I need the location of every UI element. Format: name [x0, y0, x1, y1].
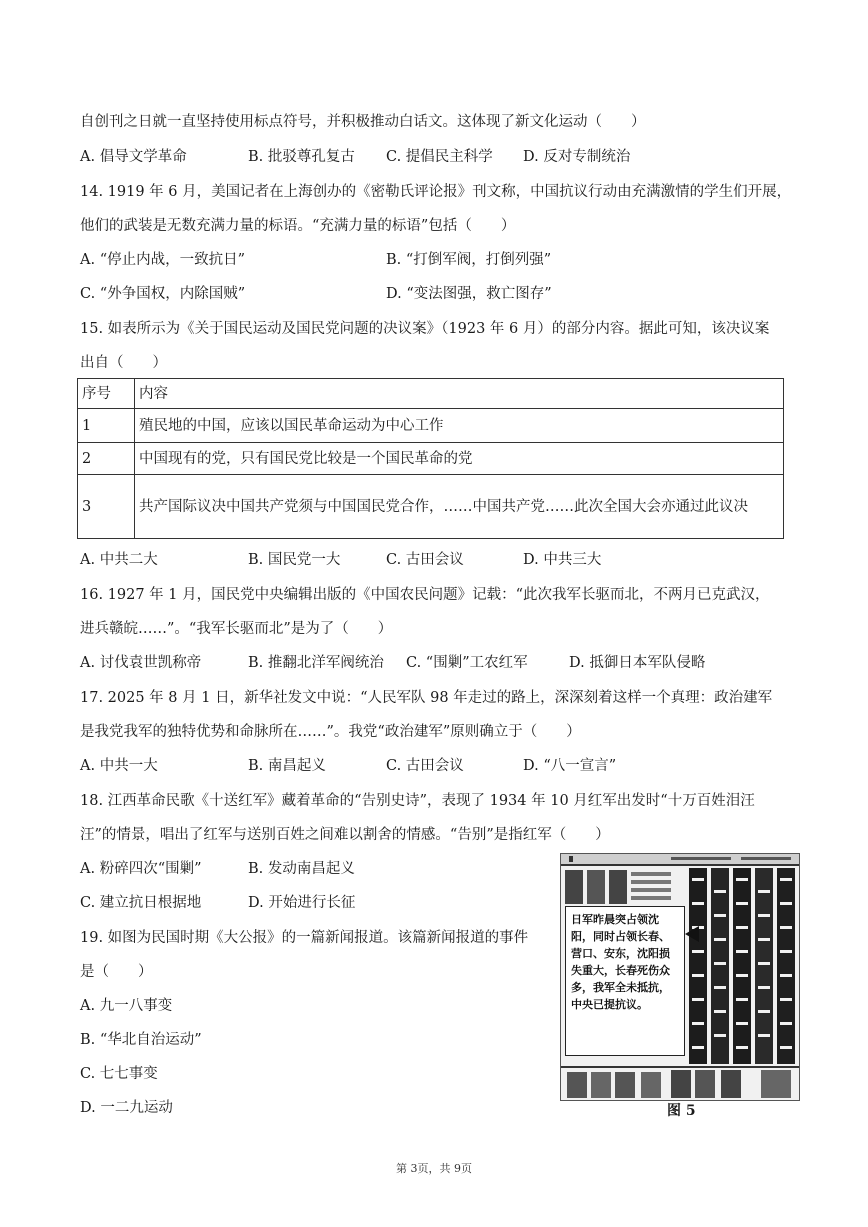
question-17-line2: 是我党我军的独特优势和命脉所在……”。我党“政治建军”原则确立于（ ）: [80, 724, 581, 740]
table-row: [78, 475, 784, 539]
option-b: B. 国民党一大: [248, 552, 341, 568]
question-18-line1: 18. 江西革命民歌《十送红军》藏着革命的“告别史诗”，表现了 1934 年 10 月红军出发时“十万百姓泪汪: [80, 793, 755, 809]
option-c: C. 古田会议: [386, 758, 464, 774]
option-a: A. 粉碎四次“围剿”: [80, 861, 202, 877]
row-content: 共产国际议决中国共产党须与中国国民党合作，……中国共产党……此次全国大会亦通过此议决: [135, 475, 784, 539]
page-footer: 第 3页，共 9页: [396, 1162, 472, 1175]
question-16-line2: 进兵赣皖……”。“我军长驱而北”是为了（ ）: [80, 621, 393, 637]
question-14-line2: 他们的武装是无数充满力量的标语。“充满力量的标语”包括（ ）: [80, 218, 516, 234]
row-number: 1: [78, 409, 135, 443]
option-c: C. 提倡民主科学: [386, 149, 493, 165]
option-b: B. 批驳尊孔复古: [248, 149, 355, 165]
option-b: B. 发动南昌起义: [248, 861, 355, 877]
row-content: 中国现有的党，只有国民党比较是一个国民革命的党: [135, 443, 784, 475]
row-number: 3: [78, 475, 135, 539]
option-a: A. 倡导文学革命: [80, 149, 187, 165]
option-b: B. 南昌起义: [248, 758, 326, 774]
option-d: D. “八一宣言”: [523, 758, 617, 774]
row-content: 殖民地的中国，应该以国民革命运动为中心工作: [135, 409, 784, 443]
option-a: A. “停止内战，一致抗日”: [80, 252, 246, 268]
question-14-line1: 14. 1919 年 6 月，美国记者在上海创办的《密勒氏评论报》刊文称，中国抗议行动由充满激情的学生们开展，: [80, 184, 792, 200]
option-d: D. 开始进行长征: [248, 895, 356, 911]
question-15-table: [77, 378, 784, 539]
newspaper-clipping-image: [560, 853, 800, 1101]
question-15-options: [80, 550, 800, 570]
option-c: C. 古田会议: [386, 552, 464, 568]
option-b: B. “华北自治运动”: [80, 1032, 202, 1048]
question-14-options-row2: [80, 284, 800, 304]
question-12-options: [80, 147, 800, 167]
question-12-text: 自创刊之日就一直坚持使用标点符号，并积极推动白话文。这体现了新文化运动（ ）: [80, 114, 646, 130]
option-d: D. “变法图强，救亡图存”: [386, 286, 552, 302]
question-15-line2: 出自（ ）: [80, 355, 167, 371]
option-b: B. 推翻北洋军阀统治: [248, 655, 384, 671]
option-a: A. 中共一大: [80, 758, 158, 774]
table-header-number: 序号: [78, 379, 135, 409]
option-c: C. 建立抗日根据地: [80, 895, 202, 911]
option-a: A. 九一八事变: [80, 998, 173, 1014]
question-18-line2: 汪”的情景，唱出了红军与送别百姓之间难以割舍的情感。“告别”是指红军（ ）: [80, 827, 610, 843]
option-c: C. 七七事变: [80, 1066, 158, 1082]
option-a: A. 讨伐袁世凯称帝: [80, 655, 202, 671]
question-15-line1: 15. 如表所示为《关于国民运动及国民党问题的决议案》（1923 年 6 月）的部分内容。据此可知，该决议案: [80, 321, 770, 337]
figure-caption: 图 5: [667, 1103, 696, 1119]
question-16-line1: 16. 1927 年 1 月，国民党中央编辑出版的《中国农民问题》记载：“此次我军长驱而北，不两月已克武汉，: [80, 587, 770, 603]
question-17-options: [80, 756, 800, 776]
option-b: B. “打倒军阀，打倒列强”: [386, 252, 552, 268]
option-c: C. “外争国权，内除国贼”: [80, 286, 246, 302]
option-d: D. 中共三大: [523, 552, 602, 568]
option-d: D. 一二九运动: [80, 1100, 173, 1116]
table-header-content: 内容: [135, 379, 784, 409]
option-c: C. “围剿”工农红军: [406, 655, 528, 671]
table-row: [78, 443, 784, 475]
option-d: D. 反对专制统治: [523, 149, 631, 165]
table-row: [78, 409, 784, 443]
question-14-options-row1: [80, 250, 800, 270]
option-d: D. 抵御日本军队侵略: [569, 655, 706, 671]
question-19-line2: 是（ ）: [80, 964, 153, 980]
question-16-options: [80, 653, 800, 673]
question-17-line1: 17. 2025 年 8 月 1 日，新华社发文中说：“人民军队 98 年走过的路上，深深刻着这样一个真理：政治建军: [80, 690, 773, 706]
option-a: A. 中共二大: [80, 552, 158, 568]
row-number: 2: [78, 443, 135, 475]
question-19-line1: 19. 如图为民国时期《大公报》的一篇新闻报道。该篇新闻报道的事件: [80, 930, 529, 946]
news-callout-text: 日军昨晨突占领沈阳，同时占领长春、营口、安东，沈阳损失重大，长春死伤众多，我军全未抵抗，中央已提抗议。: [565, 906, 685, 1056]
